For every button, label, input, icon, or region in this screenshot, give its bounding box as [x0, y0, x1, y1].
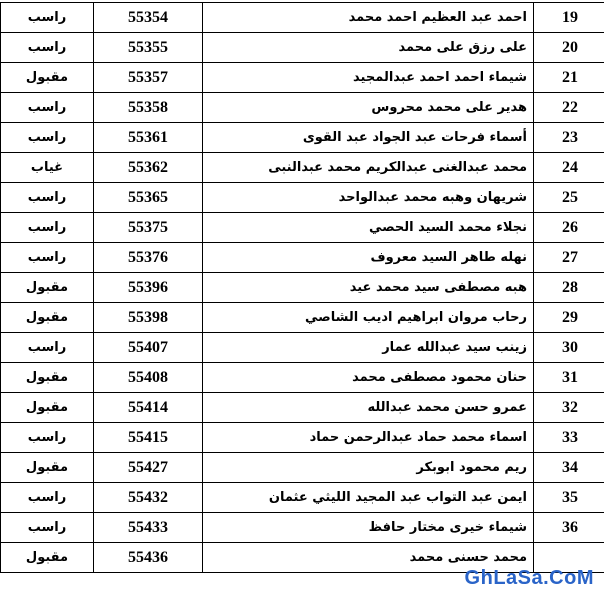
table-row: [1, 93, 604, 123]
row-number-cell: 26: [534, 213, 604, 243]
seat-number-cell: 55436: [94, 543, 203, 573]
table-row: [1, 153, 604, 183]
status-cell: راسب: [1, 483, 94, 513]
row-number-cell: 22: [534, 93, 604, 123]
student-name-cell: محمد عبدالغنى عبدالكريم محمد عبدالنبى: [203, 153, 534, 183]
seat-number-cell: 55354: [94, 3, 203, 33]
seat-number-cell: 55432: [94, 483, 203, 513]
row-number-cell: 21: [534, 63, 604, 93]
status-cell: راسب: [1, 123, 94, 153]
student-name-cell: نجلاء محمد السيد الحصي: [203, 213, 534, 243]
seat-number-cell: 55427: [94, 453, 203, 483]
results-table: [0, 2, 604, 573]
student-name-cell: احمد عبد العظيم احمد محمد: [203, 3, 534, 33]
student-name-cell: اسماء محمد حماد عبدالرحمن حماد: [203, 423, 534, 453]
student-name-cell: هدير على محمد محروس: [203, 93, 534, 123]
status-cell: غياب: [1, 153, 94, 183]
seat-number-cell: 55408: [94, 363, 203, 393]
seat-number-cell: 55433: [94, 513, 203, 543]
seat-number-cell: 55365: [94, 183, 203, 213]
seat-number-cell: 55396: [94, 273, 203, 303]
status-cell: مقبول: [1, 63, 94, 93]
table-row: [1, 3, 604, 33]
student-name-cell: هبه مصطفى سيد محمد عيد: [203, 273, 534, 303]
seat-number-cell: 55407: [94, 333, 203, 363]
student-name-cell: شيماء خيرى مختار حافظ: [203, 513, 534, 543]
table-row: [1, 273, 604, 303]
student-name-cell: أسماء فرحات عبد الجواد عبد القوى: [203, 123, 534, 153]
student-name-cell: زينب سيد عبدالله عمار: [203, 333, 534, 363]
status-cell: مقبول: [1, 303, 94, 333]
row-number-cell: 23: [534, 123, 604, 153]
row-number-cell: 29: [534, 303, 604, 333]
table-row: [1, 333, 604, 363]
row-number-cell: 35: [534, 483, 604, 513]
status-cell: راسب: [1, 93, 94, 123]
student-name-cell: رحاب مروان ابراهيم اديب الشاصي: [203, 303, 534, 333]
student-name-cell: عمرو حسن محمد عبدالله: [203, 393, 534, 423]
seat-number-cell: 55355: [94, 33, 203, 63]
status-cell: راسب: [1, 423, 94, 453]
row-number-cell: 19: [534, 3, 604, 33]
seat-number-cell: 55362: [94, 153, 203, 183]
student-name-cell: على رزق على محمد: [203, 33, 534, 63]
seat-number-cell: 55414: [94, 393, 203, 423]
student-name-cell: نهله طاهر السيد معروف: [203, 243, 534, 273]
seat-number-cell: 55398: [94, 303, 203, 333]
status-cell: مقبول: [1, 363, 94, 393]
status-cell: مقبول: [1, 453, 94, 483]
student-name-cell: ريم محمود ابوبكر: [203, 453, 534, 483]
seat-number-cell: 55415: [94, 423, 203, 453]
table-row: [1, 363, 604, 393]
status-cell: راسب: [1, 243, 94, 273]
row-number-cell: 33: [534, 423, 604, 453]
table-row: [1, 183, 604, 213]
row-number-cell: 25: [534, 183, 604, 213]
student-name-cell: ايمن عبد التواب عبد المجيد الليثي عثمان: [203, 483, 534, 513]
status-cell: مقبول: [1, 543, 94, 573]
table-row: [1, 393, 604, 423]
student-name-cell: شيماء احمد احمد عبدالمجيد: [203, 63, 534, 93]
student-name-cell: حنان محمود مصطفى محمد: [203, 363, 534, 393]
status-cell: مقبول: [1, 393, 94, 423]
table-row: [1, 483, 604, 513]
table-row: [1, 513, 604, 543]
table-row: [1, 123, 604, 153]
seat-number-cell: 55358: [94, 93, 203, 123]
row-number-cell: 36: [534, 513, 604, 543]
seat-number-cell: 55375: [94, 213, 203, 243]
row-number-cell: 34: [534, 453, 604, 483]
row-number-cell: 31: [534, 363, 604, 393]
row-number-cell: 30: [534, 333, 604, 363]
status-cell: راسب: [1, 213, 94, 243]
seat-number-cell: 55361: [94, 123, 203, 153]
row-number-cell: 20: [534, 33, 604, 63]
student-name-cell: شريهان وهبه محمد عبدالواحد: [203, 183, 534, 213]
results-table-body: [1, 3, 604, 573]
table-row: [1, 33, 604, 63]
status-cell: راسب: [1, 333, 94, 363]
status-cell: راسب: [1, 183, 94, 213]
site-watermark: GhLaSa.CoM: [464, 567, 594, 589]
row-number-cell: 32: [534, 393, 604, 423]
row-number-cell: 28: [534, 273, 604, 303]
row-number-cell: 27: [534, 243, 604, 273]
table-row: [1, 243, 604, 273]
table-row: [1, 423, 604, 453]
student-name-cell: محمد حسنى محمد: [203, 543, 534, 573]
table-row: [1, 63, 604, 93]
table-row: [1, 303, 604, 333]
status-cell: مقبول: [1, 273, 94, 303]
seat-number-cell: 55376: [94, 243, 203, 273]
status-cell: راسب: [1, 33, 94, 63]
status-cell: راسب: [1, 513, 94, 543]
table-row: [1, 213, 604, 243]
table-row: [1, 453, 604, 483]
row-number-cell: 24: [534, 153, 604, 183]
seat-number-cell: 55357: [94, 63, 203, 93]
status-cell: راسب: [1, 3, 94, 33]
